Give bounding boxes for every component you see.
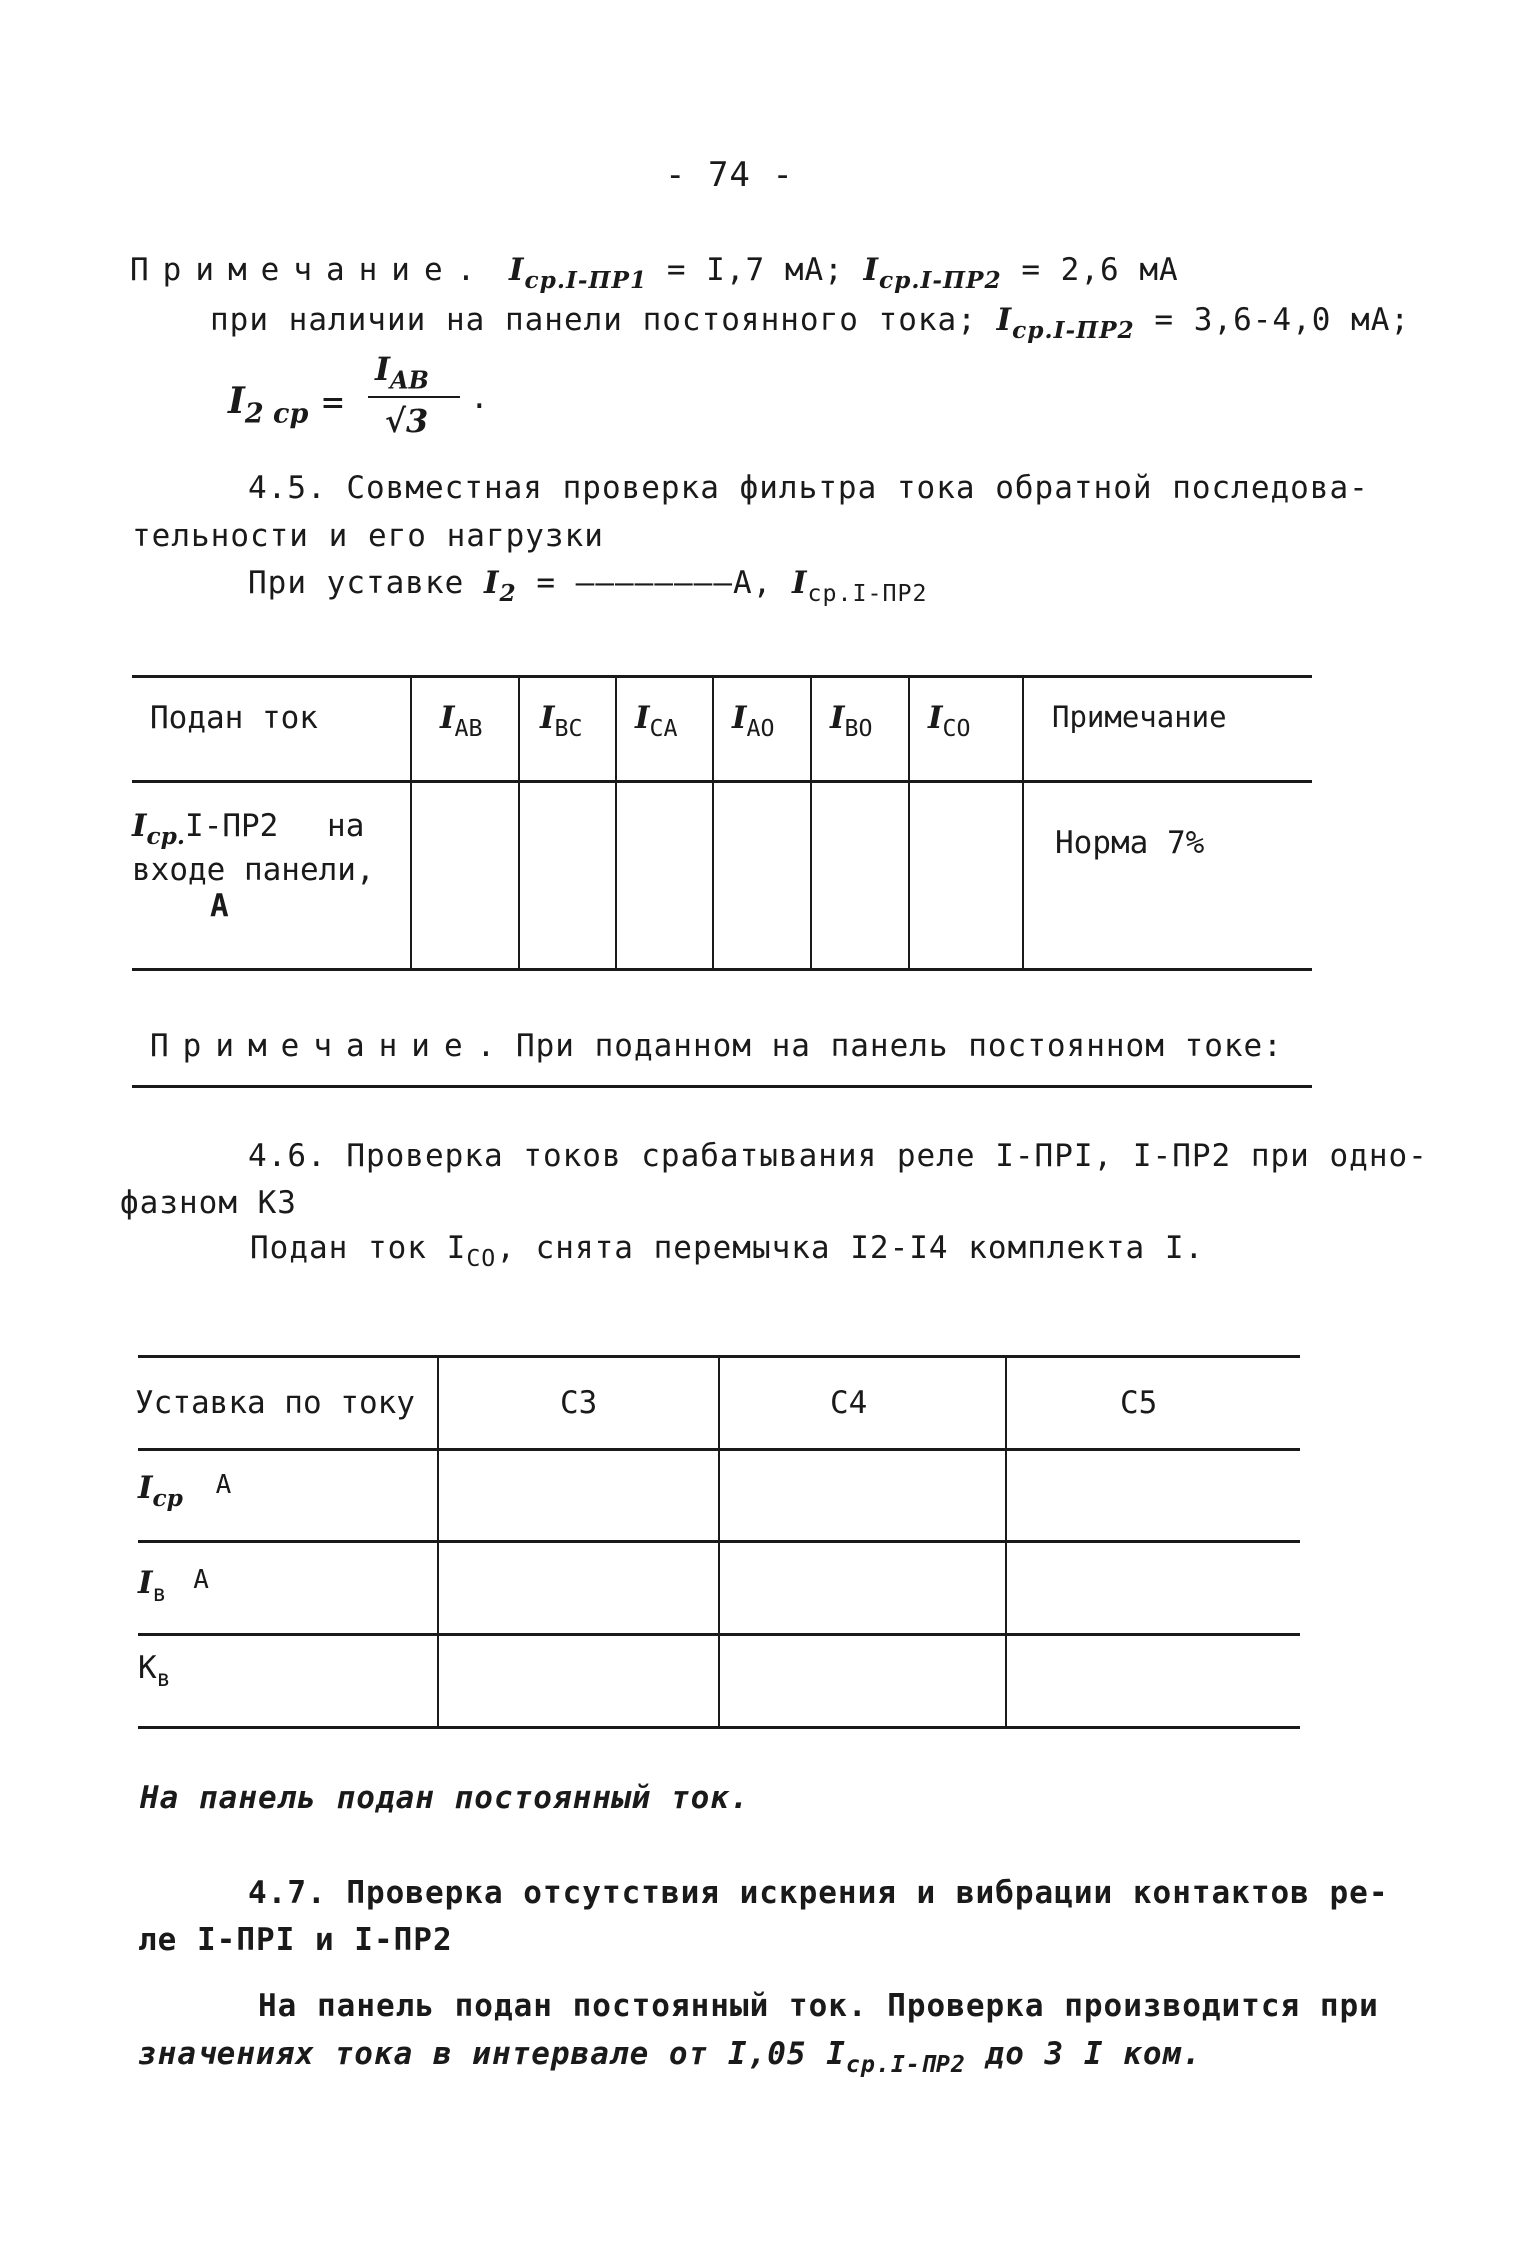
- table1-bottom-line: [132, 968, 1312, 971]
- table1-row-label-line3: А: [210, 888, 229, 924]
- table1-row-label-line2: входе панели,: [132, 852, 375, 888]
- table1-vline: [712, 675, 714, 970]
- formula-denominator: √3: [385, 402, 429, 440]
- table2-vline: [437, 1355, 439, 1728]
- table2-row-label: $К_в$: [138, 1650, 171, 1693]
- note1-line1: [130, 252, 1179, 294]
- note2-text: . При поданном на панель постоянном токе:: [476, 1028, 1283, 1064]
- table2-vline: [718, 1355, 720, 1728]
- note1-icp1: $I_{ср.I-ПР1}$: [508, 252, 648, 295]
- s45-setting-line: [248, 565, 928, 607]
- table1-vline: [615, 675, 617, 970]
- table1-vline: [810, 675, 812, 970]
- formula-lhs: $I_{2 ср}$: [228, 380, 309, 430]
- formula-eq: =: [322, 382, 345, 423]
- note1-icp3: $I_{ср.I-ПР2}$: [996, 302, 1135, 345]
- s45-heading-line1: 4.5. Совместная проверка фильтра тока обратной последова-: [248, 470, 1369, 506]
- table1-vline: [518, 675, 520, 970]
- table1-vline: [410, 675, 412, 970]
- s45-setting-I2: $I_2$: [483, 565, 517, 608]
- table2-col-header: С5: [1120, 1385, 1158, 1421]
- note1-line2: [210, 302, 1410, 344]
- formula-fraction-bar: [368, 396, 460, 398]
- table2-col-header: С3: [560, 1385, 598, 1421]
- table2-row-label: $I_в$ $^А$: [138, 1565, 209, 1608]
- s45-heading-line2: тельности и его нагрузки: [132, 518, 604, 554]
- s45-setting-prefix: При уставке: [248, 565, 465, 601]
- s47-heading-line1: 4.7. Проверка отсутствия искрения и вибрации контактов ре-: [248, 1875, 1389, 1911]
- table1-header-cell: Подан ток: [150, 700, 318, 736]
- s45-setting-icp: $I_{ср.I-ПР2}$: [792, 565, 928, 608]
- table1-header-cell: $I_{AO}$: [732, 700, 775, 743]
- table1-header-cell: $I_{CO}$: [928, 700, 971, 743]
- table2-col-header: С4: [830, 1385, 868, 1421]
- table1-vline: [1022, 675, 1024, 970]
- table1-vline: [908, 675, 910, 970]
- table2-header-label: Уставка по току: [135, 1385, 415, 1421]
- table2-vline: [1005, 1355, 1007, 1728]
- table1-top-line: [132, 675, 1312, 678]
- s47-para-line1: На панель подан постоянный ток. Проверка производится при: [258, 1988, 1379, 2024]
- table1-row-label: $I_{ср.}I-ПР2$ на: [132, 808, 365, 851]
- note1-eq3: = 3,6-4,0 мА;: [1154, 302, 1411, 338]
- table1-header-cell: $I_{AB}$: [440, 700, 483, 743]
- note2-label: Примечание: [150, 1028, 477, 1064]
- table1-row-note: Норма 7%: [1055, 825, 1205, 861]
- page-number: - 74 -: [665, 155, 794, 195]
- table1-header-cell: $I_{BC}$: [540, 700, 583, 743]
- s46-heading-line2: фазном КЗ: [120, 1185, 297, 1221]
- note2-underline: [132, 1085, 1312, 1088]
- note2: [150, 1028, 1283, 1064]
- table1-header-cell: $I_{BO}$: [830, 700, 873, 743]
- s46-line3: Подан ток $I_{CO}$, снята перемычка I2-I4 комплекта I.: [250, 1230, 1205, 1273]
- table1-header-line: [132, 780, 1312, 783]
- note1-label: Примечание.: [130, 252, 490, 288]
- formula-numerator: $I_{AB}$: [375, 350, 429, 395]
- after-table2-text: На панель подан постоянный ток.: [140, 1780, 750, 1816]
- table1-header-cell: $I_{CA}$: [635, 700, 678, 743]
- table1-header-cell: Примечание: [1052, 700, 1227, 734]
- note1-line2-text: при наличии на панели постоянного тока;: [210, 302, 977, 338]
- note1-icp2: $I_{ср.I-ПР2}$: [863, 252, 1002, 295]
- s46-heading-line1: 4.6. Проверка токов срабатывания реле I-ПРI, I-ПР2 при одно-: [248, 1138, 1428, 1174]
- s47-para-line2: значениях тока в интервале от I,05 $I_{ср.I-ПР2}$ до 3 I ком.: [138, 2036, 1202, 2079]
- formula-end: .: [470, 380, 490, 416]
- s45-setting-mid: = ————————А,: [536, 565, 773, 601]
- note1-eq2: = 2,6 мА: [1021, 252, 1179, 288]
- s47-heading-line2: ле I-ПРI и I-ПР2: [138, 1922, 453, 1958]
- table2-row-label: $I_{ср}$ $^А$: [138, 1470, 232, 1513]
- note1-eq1: = I,7 мА;: [666, 252, 844, 288]
